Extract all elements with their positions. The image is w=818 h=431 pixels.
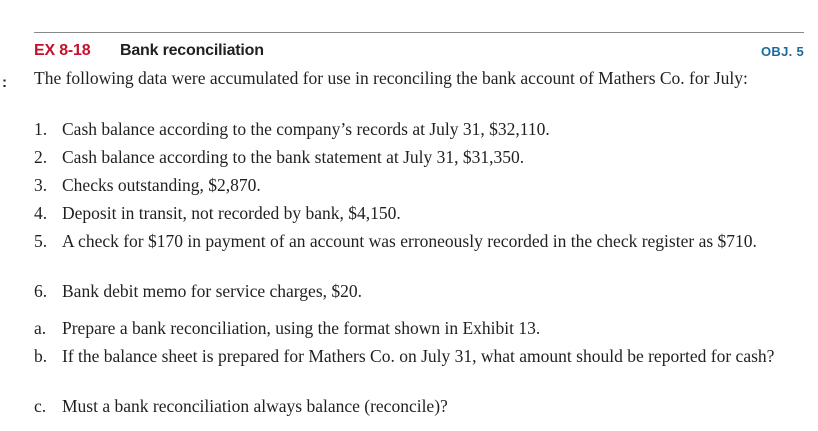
margin-mark: :: [2, 74, 7, 91]
item-number: 1.: [34, 119, 48, 139]
exercise-title: Bank reconciliation: [120, 42, 264, 59]
question-c: [34, 395, 806, 417]
question-letter: b.: [34, 346, 48, 366]
item-number: 2.: [34, 147, 48, 167]
question-letter: a.: [34, 318, 47, 338]
data-item-4: [34, 202, 806, 224]
question-text: If the balance sheet is prepared for Mathers Co. on July 31, what amount should be reported for cash?: [62, 346, 775, 366]
top-rule: [34, 32, 804, 33]
question-letter: c.: [34, 396, 47, 416]
item-number: 4.: [34, 203, 48, 223]
item-number: 3.: [34, 175, 48, 195]
objective-label: OBJ. 5: [761, 44, 804, 59]
exercise-header: [34, 42, 804, 64]
item-number: 5.: [34, 231, 48, 251]
data-item-1: [34, 118, 806, 140]
exercise-number: EX 8-18: [34, 42, 91, 59]
question-b: [34, 345, 806, 367]
data-item-5: [34, 230, 806, 252]
item-text: A check for $170 in payment of an account was erroneously recorded in the check register as $710.: [62, 231, 757, 251]
question-text: Must a bank reconciliation always balance (reconcile)?: [62, 396, 448, 416]
item-number: 6.: [34, 281, 48, 301]
item-text: Checks outstanding, $2,870.: [62, 175, 261, 195]
data-item-2: [34, 146, 806, 168]
item-text: Cash balance according to the company’s records at July 31, $32,110.: [62, 119, 550, 139]
data-item-3: [34, 174, 806, 196]
item-text: Deposit in transit, not recorded by bank, $4,150.: [62, 203, 401, 223]
item-text: Cash balance according to the bank statement at July 31, $31,350.: [62, 147, 525, 167]
intro-paragraph: The following data were accumulated for use in reconciling the bank account of Mathers Co. for July:: [34, 68, 748, 88]
data-item-6: [34, 280, 806, 302]
question-text: Prepare a bank reconciliation, using the format shown in Exhibit 13.: [62, 318, 541, 338]
question-a: [34, 317, 806, 339]
item-text: Bank debit memo for service charges, $20.: [62, 281, 363, 301]
